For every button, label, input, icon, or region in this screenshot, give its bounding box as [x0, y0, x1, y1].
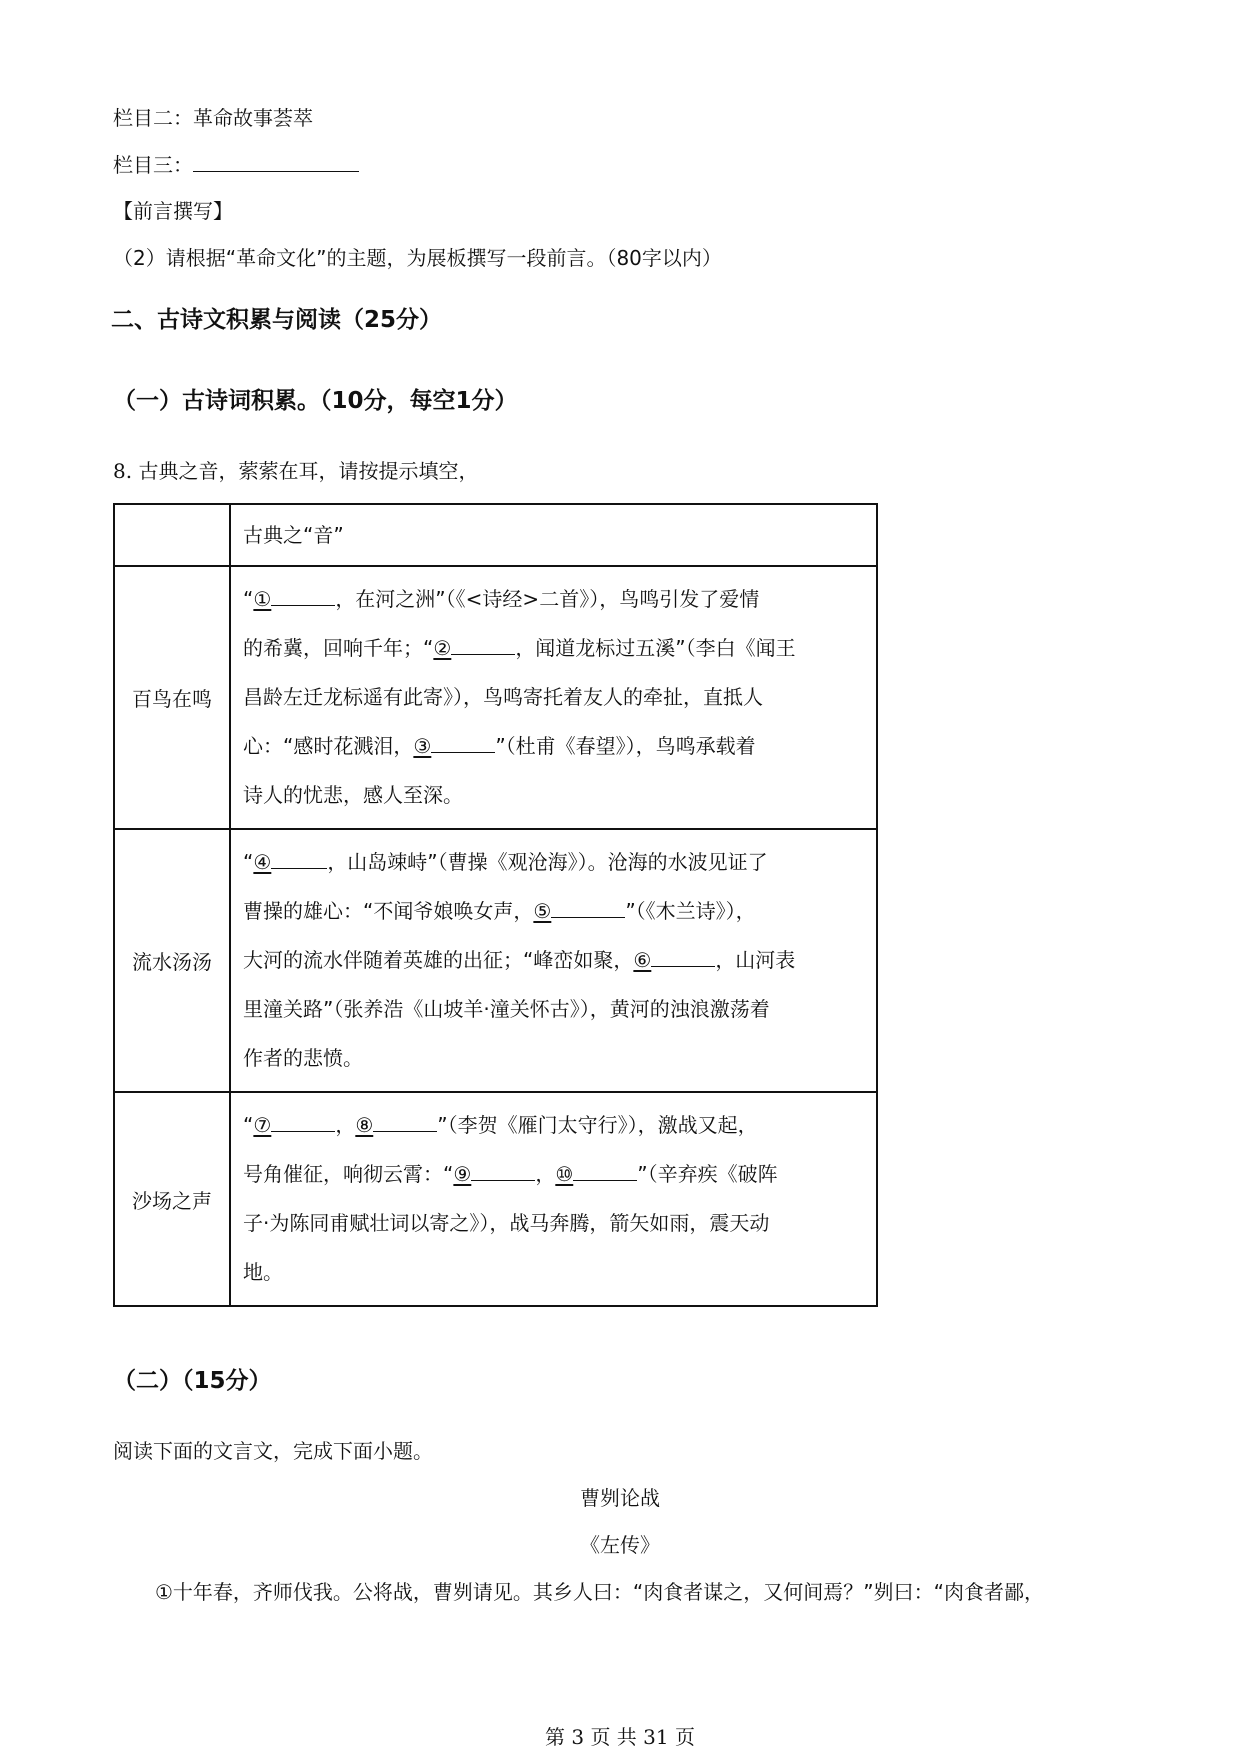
blank-2[interactable] — [451, 636, 515, 655]
blank-marker-9: ⑨ — [453, 1162, 472, 1186]
column-three-label: 栏目三： — [113, 153, 193, 177]
reading-source: 《左传》 — [580, 1533, 660, 1557]
text-segment: 号角催征，响彻云霄：“ — [243, 1162, 454, 1186]
column-two-text: 栏目二：革命故事荟萃 — [113, 106, 313, 130]
row-label-birds: 百鸟在鸣 — [114, 566, 230, 829]
subsection-1-mid: 分，每空 — [363, 388, 456, 414]
blank-4[interactable] — [271, 850, 327, 869]
table-row — [114, 566, 877, 829]
text-segment: 昌龄左迁龙标遥有此寄》），鸟鸣寄托着友人的牵扯，直抵人 — [243, 685, 763, 709]
table-row — [114, 829, 877, 1092]
classical-sound-table — [113, 503, 878, 1307]
question-8-stem: 8. 古典之音，萦萦在耳，请按提示填空， — [113, 459, 479, 483]
subsection-1-each-points: 1 — [455, 388, 472, 414]
blank-9[interactable] — [471, 1162, 535, 1181]
text-segment: ”（《木兰诗》）， — [625, 899, 756, 923]
text-segment: ，在河之洲”（《<诗经>二首》），鸟鸣引发了爱情 — [335, 587, 760, 611]
header-label-cell — [114, 504, 230, 566]
text-segment: ，闻道龙标过五溪”（李白《闻王 — [515, 636, 796, 660]
text-segment: ，山岛竦峙”（曹操《观沧海》）。沧海的水波见证了 — [327, 850, 768, 874]
subsection-1-heading — [113, 386, 518, 416]
page-number: 第 3 页 共 31 页 — [545, 1725, 695, 1749]
text-segment: 子·为陈同甫赋壮词以寄之》），战马奔腾，箭矢如雨，震天动 — [243, 1211, 770, 1235]
text-segment: ，山河表 — [715, 948, 796, 972]
text-segment: ”（辛弃疾《破阵 — [637, 1162, 778, 1186]
subsection-2-points: 15 — [193, 1368, 226, 1394]
row-content-water — [230, 829, 877, 1092]
preface-heading: 【前言撰写】 — [113, 199, 233, 223]
text-segment: 里潼关路”（张养浩《山坡羊·潼关怀古》），黄河的浊浪激荡着 — [243, 997, 770, 1021]
table-header-row — [114, 504, 877, 566]
blank-1[interactable] — [271, 587, 335, 606]
subsection-1-suffix: 分） — [471, 388, 518, 414]
blank-8[interactable] — [373, 1113, 437, 1132]
blank-marker-6: ⑥ — [633, 948, 652, 972]
question-2-text: （2）请根据“革命文化”的主题，为展板撰写一段前言。（80字以内） — [113, 246, 722, 270]
section-2-points: 25 — [364, 307, 397, 333]
blank-marker-7: ⑦ — [253, 1113, 272, 1137]
text-segment: ， — [535, 1162, 556, 1186]
blank-marker-5: ⑤ — [533, 899, 552, 923]
row-content-birds — [230, 566, 877, 829]
blank-3[interactable] — [431, 734, 495, 753]
text-segment: 诗人的忧悲，感人至深。 — [243, 783, 463, 807]
subsection-2-suffix: 分） — [225, 1368, 272, 1394]
section-2-suffix: 分） — [396, 307, 443, 333]
row-label-water: 流水汤汤 — [114, 829, 230, 1092]
blank-marker-10: ⑩ — [555, 1162, 574, 1186]
text-segment: 地。 — [243, 1260, 283, 1284]
section-2-heading — [111, 305, 442, 335]
reading-title: 曹刿论战 — [580, 1486, 660, 1510]
subsection-1-points: 10 — [331, 388, 364, 414]
reading-instruction: 阅读下面的文言文，完成下面小题。 — [113, 1439, 433, 1463]
section-2-title: 二、古诗文积累与阅读（ — [111, 307, 364, 333]
header-content-cell: 古典之“音” — [230, 504, 877, 566]
text-segment: 心：“感时花溅泪， — [243, 734, 414, 758]
row-content-battlefield — [230, 1092, 877, 1306]
text-segment: 的希冀，回响千年；“ — [243, 636, 434, 660]
text-segment: “ — [243, 850, 254, 874]
column-three-blank[interactable] — [193, 151, 359, 172]
text-segment: ”（杜甫《春望》），鸟鸣承载着 — [495, 734, 756, 758]
blank-6[interactable] — [651, 948, 715, 967]
column-three-row — [113, 151, 359, 179]
blank-marker-2: ② — [433, 636, 452, 660]
subsection-2-heading — [113, 1366, 272, 1396]
text-segment: ”（李贺《雁门太守行》），激战又起， — [437, 1113, 758, 1137]
reading-paragraph-1: ①十年春，齐师伐我。公将战，曹刿请见。其乡人曰：“肉食者谋之，又何间焉？”刿曰：“肉食者鄙， — [155, 1580, 1045, 1604]
text-segment: 大河的流水伴随着英雄的出征；“峰峦如聚， — [243, 948, 634, 972]
blank-marker-1: ① — [253, 587, 272, 611]
blank-marker-8: ⑧ — [355, 1113, 374, 1137]
subsection-1-prefix: （一）古诗词积累。（ — [113, 388, 332, 414]
blank-7[interactable] — [271, 1113, 335, 1132]
text-segment: ， — [335, 1113, 356, 1137]
subsection-2-prefix: （二）（ — [113, 1368, 194, 1394]
row-label-battlefield: 沙场之声 — [114, 1092, 230, 1306]
text-segment: “ — [243, 587, 254, 611]
blank-5[interactable] — [551, 899, 625, 918]
blank-marker-3: ③ — [413, 734, 432, 758]
blank-marker-4: ④ — [253, 850, 272, 874]
text-segment: 曹操的雄心：“不闻爷娘唤女声， — [243, 899, 534, 923]
text-segment: “ — [243, 1113, 254, 1137]
table-row — [114, 1092, 877, 1306]
blank-10[interactable] — [573, 1162, 637, 1181]
text-segment: 作者的悲愤。 — [243, 1046, 363, 1070]
